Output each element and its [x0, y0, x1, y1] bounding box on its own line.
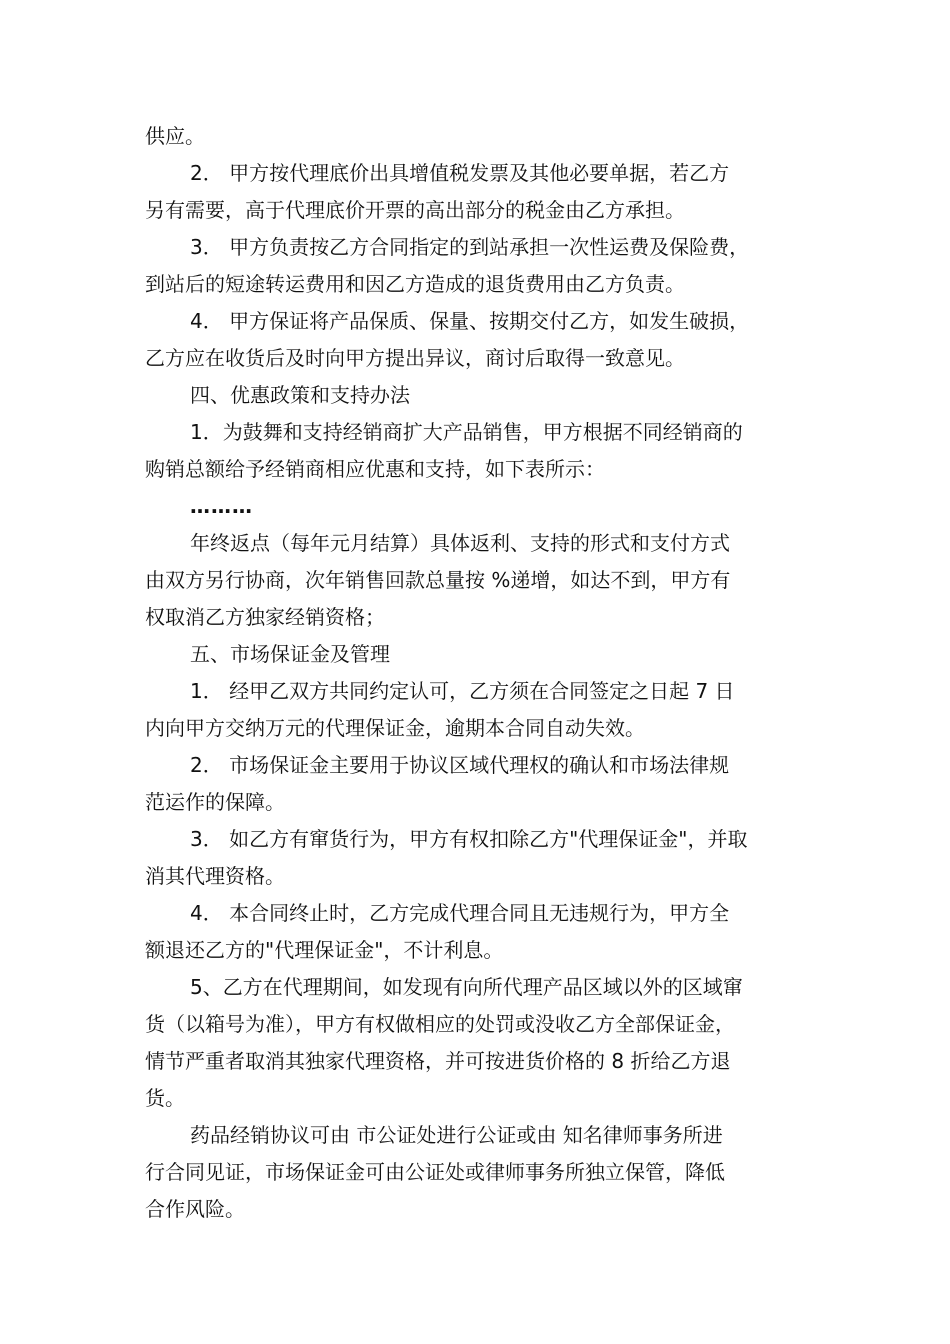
clause-2-line-2: 另有需要，高于代理底价开票的高出部分的税金由乙方承担。	[145, 198, 685, 222]
section-5-clause-3-line-1: 3． 如乙方有窜货行为，甲方有权扣除乙方"代理保证金"，并取	[190, 827, 748, 851]
section-5-clause-2-line-2: 范运作的保障。	[145, 790, 285, 814]
document-body	[145, 118, 810, 1228]
clause-3-line-1: 3． 甲方负责按乙方合同指定的到站承担一次性运费及保险费，	[190, 235, 750, 259]
section-5-clause-2-line-1: 2． 市场保证金主要用于协议区域代理权的确认和市场法律规	[190, 753, 730, 777]
notary-line-2: 行合同见证，市场保证金可由公证处或律师事务所独立保管，降低	[145, 1160, 725, 1184]
notary-line-1: 药品经销协议可由 市公证处进行公证或由 知名律师事务所进	[190, 1123, 723, 1147]
section-5-clause-1-line-1: 1． 经甲乙双方共同约定认可，乙方须在合同签定之日起 7 日	[190, 679, 735, 703]
section-5-clause-4-line-2: 额退还乙方的"代理保证金"，不计利息。	[145, 938, 504, 962]
section-4-heading: 四、优惠政策和支持办法	[190, 383, 410, 407]
section-5-heading: 五、市场保证金及管理	[190, 642, 390, 666]
notary-line-3: 合作风险。	[145, 1197, 245, 1221]
section-4-clause-1-line-2: 购销总额给予经销商相应优惠和支持，如下表所示：	[145, 457, 605, 481]
section-5-clause-5-line-1: 5、乙方在代理期间，如发现有向所代理产品区域以外的区域窜	[190, 975, 743, 999]
clause-2-line-1: 2． 甲方按代理底价出具增值税发票及其他必要单据，若乙方	[190, 161, 730, 185]
rebate-line-1: 年终返点（每年元月结算）具体返利、支持的形式和支付方式	[190, 531, 730, 555]
rebate-line-3: 权取消乙方独家经销资格；	[145, 605, 385, 629]
clause-4-line-2: 乙方应在收货后及时向甲方提出异议，商讨后取得一致意见。	[145, 346, 685, 370]
section-5-clause-4-line-1: 4． 本合同终止时，乙方完成代理合同且无违规行为，甲方全	[190, 901, 730, 925]
rebate-line-2: 由双方另行协商，次年销售回款总量按 %递增，如达不到，甲方有	[145, 568, 731, 592]
section-5-clause-3-line-2: 消其代理资格。	[145, 864, 285, 888]
clause-4-line-1: 4． 甲方保证将产品保质、保量、按期交付乙方，如发生破损，	[190, 309, 750, 333]
section-5-clause-5-line-4: 货。	[145, 1086, 185, 1110]
section-5-clause-5-line-3: 情节严重者取消其独家代理资格，并可按进货价格的 8 折给乙方退	[145, 1049, 731, 1073]
ellipsis-line: ………	[190, 494, 253, 518]
text-line: 供应。	[145, 124, 205, 148]
section-5-clause-1-line-2: 内向甲方交纳万元的代理保证金，逾期本合同自动失效。	[145, 716, 645, 740]
section-5-clause-5-line-2: 货（以箱号为准），甲方有权做相应的处罚或没收乙方全部保证金，	[145, 1012, 735, 1036]
clause-3-line-2: 到站后的短途转运费用和因乙方造成的退货费用由乙方负责。	[145, 272, 685, 296]
section-4-clause-1-line-1: 1．为鼓舞和支持经销商扩大产品销售，甲方根据不同经销商的	[190, 420, 743, 444]
